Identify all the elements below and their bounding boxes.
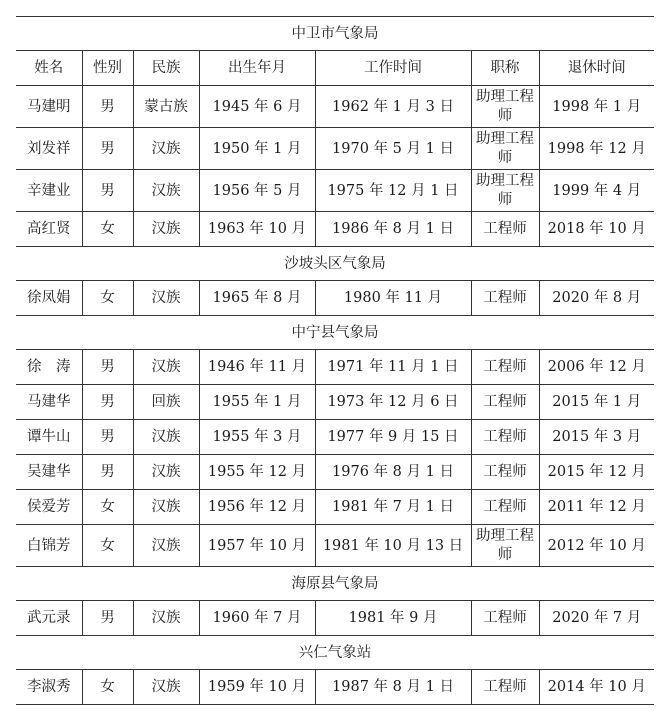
cell-work-start: 1977 年 9 月 15 日 [315,420,471,455]
cell-gender: 男 [82,420,133,455]
cell-retire: 2006 年 12 月 [539,350,654,385]
cell-birth: 1956 年 12 月 [199,490,315,525]
cell-retire: 2014 年 10 月 [539,670,654,705]
cell-work-start: 1981 年 9 月 [315,601,471,636]
cell-ethnicity: 汉族 [133,455,199,490]
cell-birth: 1959 年 10 月 [199,670,315,705]
table-row [16,455,654,490]
cell-name: 徐 涛 [16,350,82,385]
cell-ethnicity: 汉族 [133,281,199,316]
cell-birth: 1957 年 10 月 [199,525,315,567]
table-row [16,212,654,247]
table-row [16,350,654,385]
header-birth: 出生年月 [199,51,315,86]
cell-work-start: 1973 年 12 月 6 日 [315,385,471,420]
cell-ethnicity: 汉族 [133,601,199,636]
section-title: 中宁县气象局 [16,316,654,350]
cell-name: 吴建华 [16,455,82,490]
cell-work-start: 1976 年 8 月 1 日 [315,455,471,490]
cell-retire: 1998 年 1 月 [539,86,654,128]
cell-gender: 男 [82,455,133,490]
cell-birth: 1945 年 6 月 [199,86,315,128]
section-title-row [16,247,654,281]
section-title-row [16,17,654,51]
section-title: 沙坡头区气象局 [16,247,654,281]
table-row [16,601,654,636]
cell-work-start: 1970 年 5 月 1 日 [315,128,471,170]
cell-ethnicity: 汉族 [133,212,199,247]
table-row [16,670,654,705]
cell-gender: 男 [82,385,133,420]
cell-gender: 男 [82,601,133,636]
header-row [16,51,654,86]
cell-birth: 1960 年 7 月 [199,601,315,636]
cell-retire: 2020 年 7 月 [539,601,654,636]
cell-retire: 2015 年 1 月 [539,385,654,420]
cell-gender: 女 [82,525,133,567]
table-row [16,490,654,525]
cell-ethnicity: 汉族 [133,128,199,170]
cell-work-start: 1981 年 10 月 13 日 [315,525,471,567]
cell-ethnicity: 汉族 [133,170,199,212]
cell-ethnicity: 汉族 [133,350,199,385]
cell-birth: 1950 年 1 月 [199,128,315,170]
table-row [16,420,654,455]
table-row [16,525,654,567]
cell-title: 工程师 [471,385,539,420]
cell-retire: 1998 年 12 月 [539,128,654,170]
cell-title: 工程师 [471,601,539,636]
cell-title: 工程师 [471,420,539,455]
cell-title: 工程师 [471,350,539,385]
header-retire: 退休时间 [539,51,654,86]
cell-birth: 1955 年 12 月 [199,455,315,490]
header-gender: 性别 [82,51,133,86]
cell-work-start: 1971 年 11 月 1 日 [315,350,471,385]
cell-name: 徐凤娟 [16,281,82,316]
cell-name: 高红贤 [16,212,82,247]
cell-work-start: 1987 年 8 月 1 日 [315,670,471,705]
cell-title: 助理工程师 [471,86,539,128]
cell-name: 马建明 [16,86,82,128]
header-title: 职称 [471,51,539,86]
cell-gender: 女 [82,212,133,247]
cell-ethnicity: 汉族 [133,525,199,567]
section-title-row [16,636,654,670]
cell-gender: 男 [82,350,133,385]
table-row [16,385,654,420]
table-row [16,86,654,128]
section-title-row [16,316,654,350]
cell-gender: 男 [82,128,133,170]
cell-name: 武元录 [16,601,82,636]
cell-name: 谭牛山 [16,420,82,455]
header-work-start: 工作时间 [315,51,471,86]
cell-name: 辛建业 [16,170,82,212]
cell-retire: 2018 年 10 月 [539,212,654,247]
cell-title: 助理工程师 [471,525,539,567]
cell-retire: 2012 年 10 月 [539,525,654,567]
section-title: 中卫市气象局 [16,17,654,51]
cell-work-start: 1981 年 7 月 1 日 [315,490,471,525]
section-title-row [16,567,654,601]
cell-retire: 2020 年 8 月 [539,281,654,316]
section-title: 兴仁气象站 [16,636,654,670]
header-name: 姓名 [16,51,82,86]
retirement-table [16,16,654,705]
cell-gender: 男 [82,86,133,128]
cell-title: 助理工程师 [471,170,539,212]
cell-gender: 女 [82,281,133,316]
cell-ethnicity: 汉族 [133,420,199,455]
cell-name: 白锦芳 [16,525,82,567]
cell-ethnicity: 回族 [133,385,199,420]
cell-work-start: 1980 年 11 月 [315,281,471,316]
cell-birth: 1956 年 5 月 [199,170,315,212]
cell-gender: 女 [82,490,133,525]
cell-name: 马建华 [16,385,82,420]
cell-work-start: 1986 年 8 月 1 日 [315,212,471,247]
cell-retire: 2015 年 3 月 [539,420,654,455]
cell-name: 刘发祥 [16,128,82,170]
cell-gender: 女 [82,670,133,705]
cell-title: 工程师 [471,455,539,490]
cell-ethnicity: 汉族 [133,490,199,525]
table-row [16,170,654,212]
cell-title: 工程师 [471,212,539,247]
cell-retire: 2015 年 12 月 [539,455,654,490]
cell-work-start: 1975 年 12 月 1 日 [315,170,471,212]
cell-birth: 1955 年 1 月 [199,385,315,420]
cell-birth: 1965 年 8 月 [199,281,315,316]
table-row [16,128,654,170]
cell-title: 工程师 [471,281,539,316]
cell-retire: 1999 年 4 月 [539,170,654,212]
section-title: 海原县气象局 [16,567,654,601]
cell-name: 李淑秀 [16,670,82,705]
cell-retire: 2011 年 12 月 [539,490,654,525]
cell-title: 工程师 [471,490,539,525]
cell-ethnicity: 汉族 [133,670,199,705]
cell-birth: 1946 年 11 月 [199,350,315,385]
cell-ethnicity: 蒙古族 [133,86,199,128]
cell-name: 侯爱芳 [16,490,82,525]
cell-birth: 1963 年 10 月 [199,212,315,247]
cell-title: 助理工程师 [471,128,539,170]
cell-title: 工程师 [471,670,539,705]
header-ethnicity: 民族 [133,51,199,86]
table-row [16,281,654,316]
cell-birth: 1955 年 3 月 [199,420,315,455]
cell-work-start: 1962 年 1 月 3 日 [315,86,471,128]
cell-gender: 男 [82,170,133,212]
